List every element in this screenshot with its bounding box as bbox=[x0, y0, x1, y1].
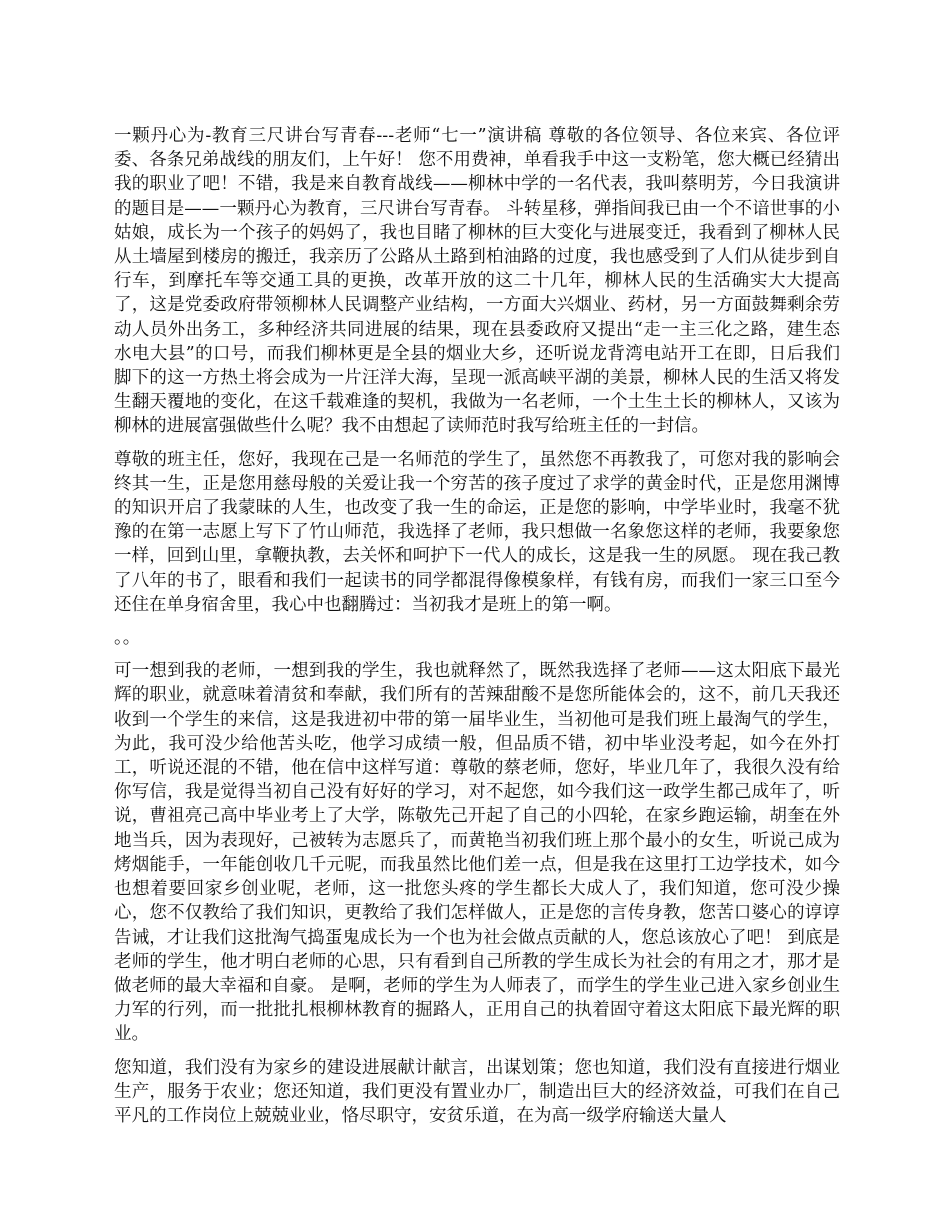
paragraph-ellipsis: 。。 bbox=[114, 628, 141, 649]
paragraph-student-letter: 可一想到我的老师，一想到我的学生，我也就释然了，既然我选择了老师——这太阳底下最光辉的职业，就意味着清贫和奉献，我们所有的苦辣甜酸不是您所能体会的，这不，前几天我还收到一个学生的来信，这是我进初中带的第一届毕业生，当初他可是我们班上最淘气的学生，为此，我可没少给他苦头吃，他学习成绩一般，但品质不错，初中毕业没考起，如今在外打工，听说还混的不错，他在信中这样写道：尊敬的蔡老师，您好，毕业几年了，我很久没有给你写信，我是觉得当初自己没有好好的学习，对不起您，如今我们这一政学生都己成年了，听说，曹祖亮己高中毕业考上了大学，陈敬先己开起了自己的小四轮，在家乡跑运输，胡奎在外地当兵，因为表现好，己被转为志愿兵了，而黄艳当初我们班上那个最小的女生，听说己成为烤烟能手，一年能创收几千元呢，而我虽然比他们差一点，但是我在这里打工边学技术，如今也想着要回家乡创业呢，老师，这一批您头疼的学生都长大成人了，我们知道，您可没少操心，您不仅教给了我们知识，更教给了我们怎样做人，正是您的言传身教，您苦口婆心的谆谆告诫，才让我们这批淘气捣蛋鬼成长为一个也为社会做点贡献的人，您总该放心了吧！ 到底是老师的学生，他才明白老师的心思，只有看到自己所教的学生成长为社会的有用之才，那才是做老师的最大幸福和自豪。 是啊，老师的学生为人师表了，而学生的学生业己进入家乡创业生力军的行列，而一批批扎根柳林教育的掘路人，正用自己的执着固守着这太阳底下最光辉的职业。 bbox=[114, 661, 840, 1045]
paragraph-letter-to-teacher: 尊敬的班主任，您好，我现在己是一名师范的学生了，虽然您不再教我了，可您对我的影响会终其一生，正是您用慈母般的关爱让我一个穷苦的孩子度过了求学的黄金时代，正是您用渊博的知识开启了我蒙昧的人生，也改变了我一生的命运，正是您的影响，中学毕业时，我毫不犹豫的在第一志愿上写下了竹山师范，我选择了老师，我只想做一名象您这样的老师，我要象您一样，回到山里，拿鞭执教，去关怀和呵护下一代人的成长，这是我一生的夙愿。 现在我己教了八年的书了，眼看和我们一起读书的同学都混得像模象样，有钱有房，而我们一家三口至今还住在单身宿舍里，我心中也翻腾过：当初我才是班上的第一啊。 bbox=[114, 449, 840, 615]
paragraph-speech-intro: 一颗丹心为-教育三尺讲台写青春---老师“七一”演讲稿 尊敬的各位领导、各位来宾、各位评委、各条兄弟战线的朋友们，上午好！ 您不用费神，单看我手中这一支粉笔，您大概已经猜出我的职业了吧！不错，我是来自教育战线——柳林中学的一名代表，我叫蔡明芳，今日我演讲的题目是——一颗丹心为教育，三尺讲台写青春。 斗转星移，弹指间我已由一个不谙世事的小姑娘，成长为一个孩子的妈妈了，我也目睹了柳林的巨大变化与进展变迁，我看到了柳林人民从土墙屋到楼房的搬迁，我亲历了公路从土路到柏油路的过度，我也感受到了人们从徒步到自行车，到摩托车等交通工具的更换，改革开放的这二十几年，柳林人民的生活确实大大提高了，这是党委政府带领柳林人民调整产业结构，一方面大兴烟业、药材，另一方面鼓舞剩余劳动人员外出务工，多种经济共同进展的结果，现在县委政府又提出“走一主三化之路，建生态水电大县”的口号，而我们柳林更是全县的烟业大乡，还听说龙背湾电站开工在即，日后我们脚下的这一方热土将会成为一片汪洋大海，呈现一派高峡平湖的美景，柳林人民的生活又将发生翻天覆地的变化，在这千载难逢的契机，我做为一名老师，一个土生土长的柳林人，又该为柳林的进展富强做些什么呢？我不由想起了读师范时我写给班主任的一封信。 bbox=[114, 126, 840, 437]
paragraph-closing: 您知道，我们没有为家乡的建设进展献计献言，出谋划策；您也知道，我们没有直接进行烟业生产，服务于农业；您还知道，我们更没有置业办厂，制造出巨大的经济效益，可我们在自己平凡的工作岗位上兢兢业业，恪尽职守，安贫乐道，在为高一级学府输送大量人 bbox=[114, 1057, 840, 1126]
document-body bbox=[114, 124, 840, 1137]
